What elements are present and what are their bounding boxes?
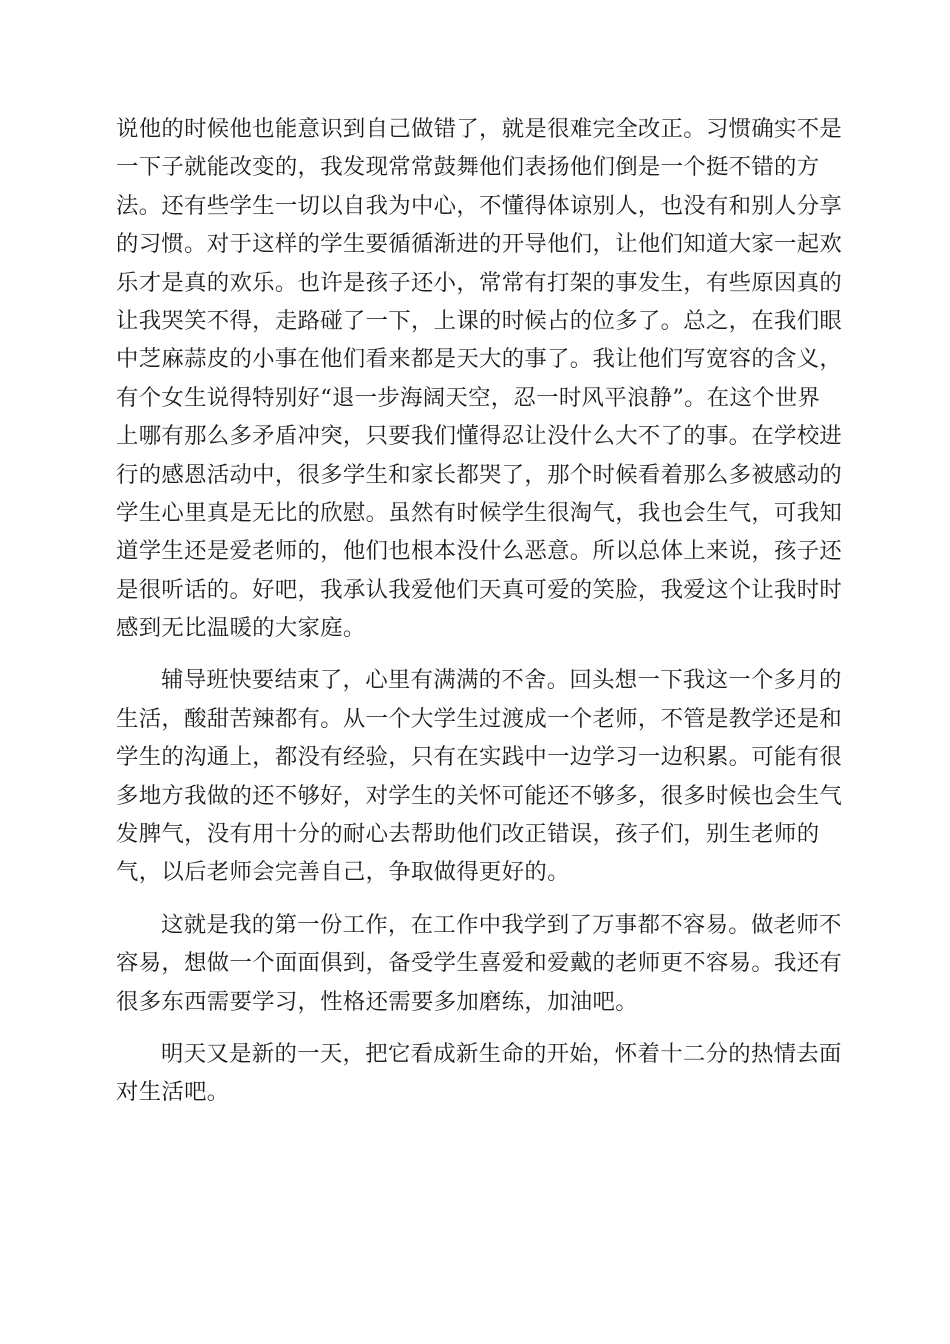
text-line: 对生活吧。	[116, 1079, 230, 1106]
text-line: 上哪有那么多矛盾冲突，只要我们懂得忍让没什么大不了的事。在学校进	[116, 423, 843, 450]
paragraph-spacer	[116, 892, 836, 906]
text-line: 学生心里真是无比的欣慰。虽然有时候学生很淘气，我也会生气，可我知	[116, 499, 843, 526]
paragraph-spacer	[116, 647, 836, 661]
text-line: 的习惯。对于这样的学生要循循渐进的开导他们，让他们知道大家一起欢	[116, 231, 843, 258]
text-line: 这就是我的第一份工作，在工作中我学到了万事都不容易。做老师不	[161, 911, 842, 938]
paragraph-first-job	[116, 906, 843, 1021]
text-line: 感到无比温暖的大家庭。	[116, 615, 366, 642]
text-line: 法。还有些学生一切以自我为中心，不懂得体谅别人，也没有和别人分享	[116, 192, 843, 219]
text-line: 生活，酸甜苦辣都有。从一个大学生过渡成一个老师，不管是教学还是和	[116, 705, 843, 732]
text-line: 乐才是真的欢乐。也许是孩子还小，常常有打架的事发生，有些原因真的	[116, 269, 843, 296]
text-line: 让我哭笑不得，走路碰了一下，上课的时候占的位多了。总之，在我们眼	[116, 307, 843, 334]
text-line: 道学生还是爱老师的，他们也根本没什么恶意。所以总体上来说，孩子还	[116, 538, 843, 565]
paragraph-continuation	[116, 110, 843, 647]
text-line: 有个女生说得特别好“退一步海阔天空，忍一时风平浪静”。在这个世界	[116, 384, 821, 411]
paragraph-new-day	[116, 1035, 842, 1112]
text-line: 发脾气，没有用十分的耐心去帮助他们改正错误，孩子们，别生老师的	[116, 821, 820, 848]
text-line: 很多东西需要学习，性格还需要多加磨练，加油吧。	[116, 988, 638, 1015]
text-line: 中芝麻蒜皮的小事在他们看来都是天大的事了。我让他们写宽容的含义，	[116, 346, 843, 373]
text-line: 说他的时候他也能意识到自己做错了，就是很难完全改正。习惯确实不是	[116, 116, 843, 142]
text-line: 容易，想做一个面面俱到，备受学生喜爱和爱戴的老师更不容易。我还有	[116, 950, 843, 977]
text-line: 明天又是新的一天，把它看成新生命的开始，怀着十二分的热情去面	[161, 1040, 842, 1067]
text-line: 行的感恩活动中，很多学生和家长都哭了，那个时候看着那么多被感动的	[116, 461, 843, 488]
text-line: 一下子就能改变的，我发现常常鼓舞他们表扬他们倒是一个挺不错的方	[116, 154, 820, 181]
paragraph-tutoring-ending	[116, 661, 843, 891]
document-body	[116, 110, 843, 1112]
paragraph-spacer	[116, 1021, 836, 1035]
text-line: 多地方我做的还不够好，对学生的关怀可能还不够多，很多时候也会生气	[116, 782, 843, 809]
text-line: 气，以后老师会完善自己，争取做得更好的。	[116, 859, 570, 886]
text-line: 是很听话的。好吧，我承认我爱他们天真可爱的笑脸，我爱这个让我时时	[116, 576, 843, 603]
text-line: 学生的沟通上，都没有经验，只有在实践中一边学习一边积累。可能有很	[116, 744, 843, 771]
text-line: 辅导班快要结束了，心里有满满的不舍。回头想一下我这一个多月的	[161, 667, 842, 694]
